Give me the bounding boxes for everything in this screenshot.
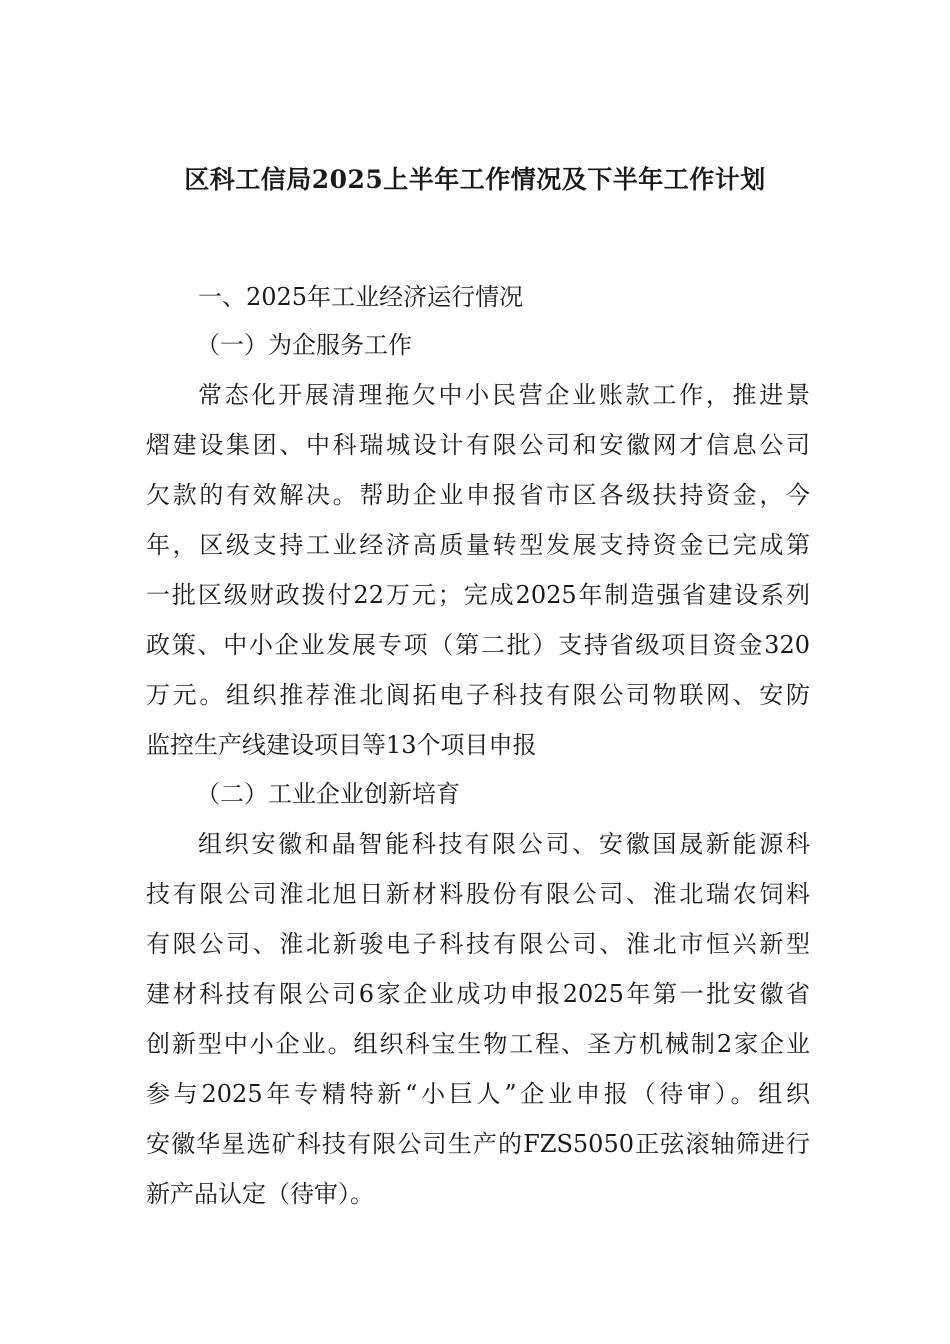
document-title: 区科工信局2025上半年工作情况及下半年工作计划	[184, 165, 766, 194]
paragraph-line: 新产品认定（待审）。	[146, 1180, 374, 1208]
paragraph-line: 组织安徽和晶智能科技有限公司、安徽国晟新能源科	[198, 830, 810, 858]
paragraph-line: 常态化开展清理拖欠中小民营企业账款工作，推进景	[198, 381, 810, 409]
paragraph-line: 政策、中小企业发展专项（第二批）支持省级项目资金320	[146, 631, 810, 659]
paragraph-line: 年，区级支持工业经济高质量转型发展支持资金已完成第	[146, 531, 810, 559]
paragraph-line: 建材科技有限公司6家企业成功申报2025年第一批安徽省	[146, 980, 810, 1008]
section-heading: 一、2025年工业经济运行情况	[198, 283, 524, 311]
subsection-heading-innovation: （二）工业企业创新培育	[196, 780, 460, 808]
paragraph-line: 万元。组织推荐淮北阆拓电子科技有限公司物联网、安防	[146, 681, 810, 709]
paragraph-line: 熠建设集团、中科瑞城设计有限公司和安徽网才信息公司	[146, 431, 810, 459]
paragraph-line: 参与2025年专精特新“小巨人”企业申报（待审）。组织	[146, 1080, 810, 1108]
paragraph-line: 安徽华星选矿科技有限公司生产的FZS5050正弦滚轴筛进行	[146, 1130, 810, 1158]
paragraph-line: 监控生产线建设项目等13个项目申报	[146, 731, 537, 759]
paragraph-line: 有限公司、淮北新骏电子科技有限公司、淮北市恒兴新型	[146, 930, 810, 958]
paragraph-line: 欠款的有效解决。帮助企业申报省市区各级扶持资金，今	[146, 481, 810, 509]
subsection-heading-service: （一）为企服务工作	[196, 331, 412, 359]
paragraph-line: 一批区级财政拨付22万元；完成2025年制造强省建设系列	[146, 581, 810, 609]
paragraph-line: 技有限公司淮北旭日新材料股份有限公司、淮北瑞农饲料	[146, 880, 810, 908]
paragraph-line: 创新型中小企业。组织科宝生物工程、圣方机械制2家企业	[146, 1030, 810, 1058]
